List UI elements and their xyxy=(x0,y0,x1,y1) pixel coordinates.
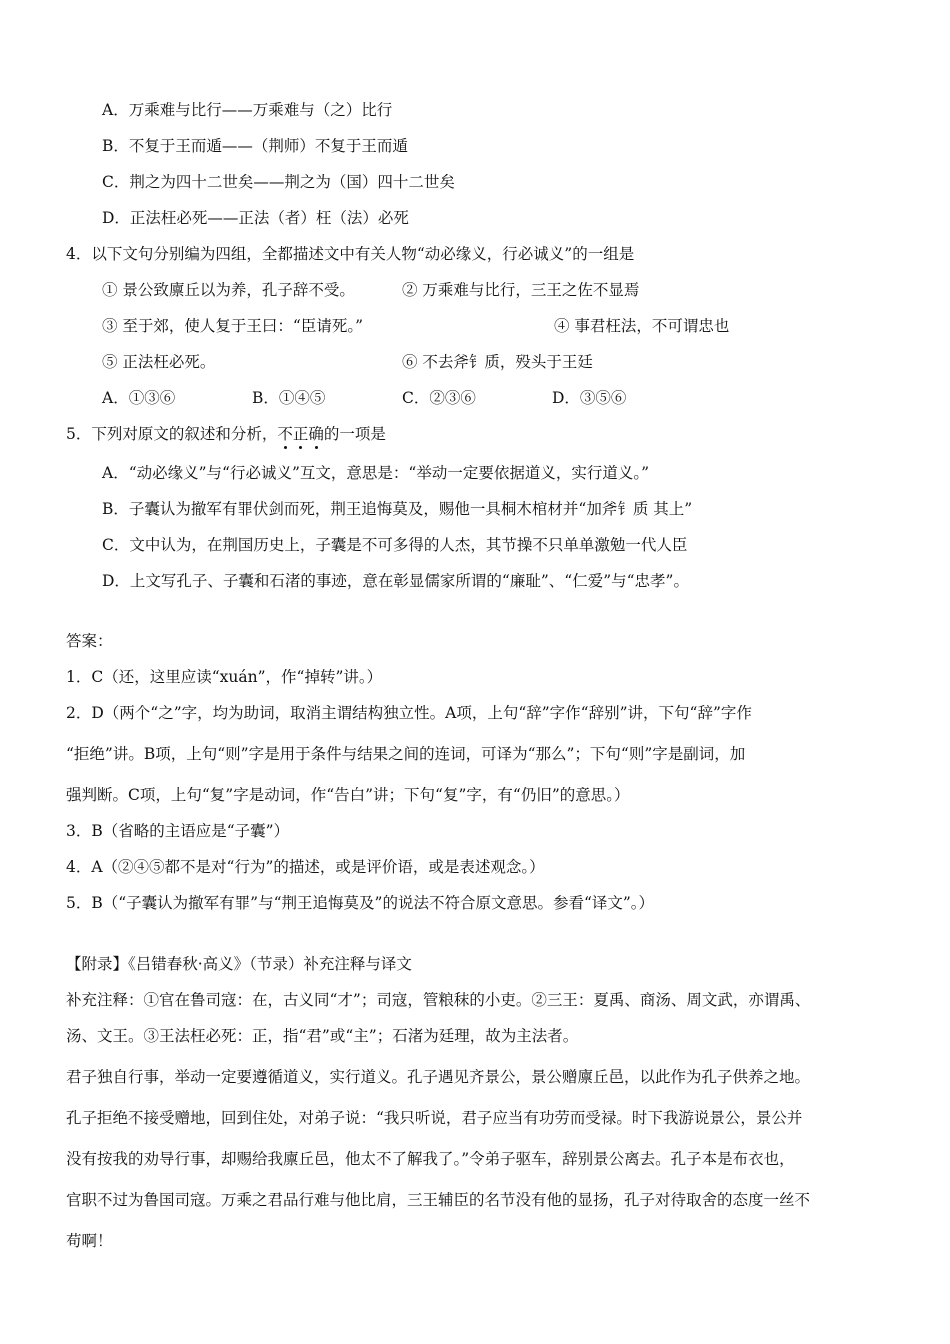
q4-options-row xyxy=(102,387,862,409)
appendix-line-1: 补充注释：①官在鲁司寇：在，古义同“才”；司寇，管粮秣的小吏。②三王：夏禹、商汤、周文武，亦谓禹、 xyxy=(66,991,811,1009)
q5-stem xyxy=(66,423,386,445)
q5-stem-post: 的一项是 xyxy=(323,425,386,443)
q5-emphasis-char-3: 确 xyxy=(308,425,324,443)
q4-items-row-1 xyxy=(102,279,862,301)
q3-option-d: D．正法枉必死——正法（者）枉（法）必死 xyxy=(102,209,409,227)
answer-line-3: “拒绝”讲。B项，上句“则”字是用于条件与结果之间的连词，可译为“那么”；下句“则”字是副词，加 xyxy=(66,745,746,763)
q4-item-2: ② 万乘难与比行，三王之佐不显焉 xyxy=(402,281,640,299)
q5-option-c: C．文中认为，在荆国历史上，子囊是不可多得的人杰，其节操不只单单激勉一代人臣 xyxy=(102,536,688,554)
q3-option-a: A．万乘难与比行——万乘难与（之）比行 xyxy=(102,101,393,119)
answer-line-2: 2．D（两个“之”字，均为助词，取消主谓结构独立性。A项，上句“辞”字作“辞别”讲，下句“辞”字作 xyxy=(66,704,752,722)
q4-stem: 4．以下文句分别编为四组，全都描述文中有关人物“动必缘义，行必诚义”的一组是 xyxy=(66,245,635,263)
q4-item-1: ① 景公致廪丘以为养，孔子辞不受。 xyxy=(102,281,355,299)
q3-option-b: B．不复于王而遁——（荆师）不复于王而遁 xyxy=(102,137,408,155)
answers-heading: 答案： xyxy=(66,632,113,650)
q4-option-d: D．③⑤⑥ xyxy=(552,389,627,407)
q5-emphasis-char-1: 不 xyxy=(277,425,293,443)
q5-option-b: B．子囊认为撤军有罪伏剑而死，荆王追悔莫及，赐他一具桐木棺材并“加斧钅质 其上” xyxy=(102,500,693,518)
appendix-title: 【附录】《吕错春秋·高义》（节录）补充注释与译文 xyxy=(66,955,412,973)
answer-line-4: 强判断。C项，上句“复”字是动词，作“告白”讲；下句“复”字，有“仍旧”的意思。） xyxy=(66,786,630,804)
q5-emphasis-char-2: 正 xyxy=(292,425,309,443)
answer-line-6: 4．A（②④⑤都不是对“行为”的描述，或是评价语，或是表述观念。） xyxy=(66,858,545,876)
q4-item-5: ⑤ 正法枉必死。 xyxy=(102,353,216,371)
appendix-line-5: 没有按我的劝导行事，却赐给我廪丘邑，他太不了解我了。”令弟子驱车，辞别景公离去。孔子本是布衣也， xyxy=(66,1150,795,1168)
q4-items-row-3 xyxy=(102,351,862,373)
answer-line-1: 1．C（还，这里应读“xuán”，作“掉转”讲。） xyxy=(66,668,383,686)
q4-items-row-2 xyxy=(102,315,862,337)
q4-item-6: ⑥ 不去斧钅质，殁头于王廷 xyxy=(402,353,593,371)
q5-stem-pre: 5．下列对原文的叙述和分析， xyxy=(66,425,278,443)
q4-option-a: A．①③⑥ xyxy=(102,389,176,407)
appendix-line-4: 孔子拒绝不接受赠地，回到住处，对弟子说：“我只听说，君子应当有功劳而受禄。时下我游说景公，景公并 xyxy=(66,1109,803,1127)
answer-line-5: 3．B（省略的主语应是“子囊”） xyxy=(66,822,290,840)
answer-line-7: 5．B（“子囊认为撤军有罪”与“荆王追悔莫及”的说法不符合原文意思。参看“译文”。） xyxy=(66,894,655,912)
q4-option-c: C．②③⑥ xyxy=(402,389,476,407)
q3-option-c: C．荆之为四十二世矣——荆之为（国）四十二世矣 xyxy=(102,173,455,191)
appendix-line-2: 汤、文王。③王法枉必死：正，指“君”或“主”；石渚为廷理，故为主法者。 xyxy=(66,1027,579,1045)
appendix-line-6: 官职不过为鲁国司寇。万乘之君品行难与他比肩，三王辅臣的名节没有他的显扬，孔子对待取舍的态度一丝不 xyxy=(66,1191,811,1209)
q4-item-4: ④ 事君枉法，不可谓忠也 xyxy=(554,317,730,335)
q4-item-3: ③ 至于郊，使人复于王曰：“臣请死。” xyxy=(102,317,364,335)
appendix-line-7: 苟啊！ xyxy=(66,1232,113,1250)
q5-option-a: A．“动必缘义”与“行必诚义”互文，意思是：“举动一定要依据道义，实行道义。” xyxy=(102,464,649,482)
appendix-line-3: 君子独自行事，举动一定要遵循道义，实行道义。孔子遇见齐景公，景公赠廪丘邑，以此作为孔子供养之地。 xyxy=(66,1068,811,1086)
q4-option-b: B．①④⑤ xyxy=(252,389,326,407)
q5-option-d: D．上文写孔子、子囊和石渚的事迹，意在彰显儒家所谓的“廉耻”、“仁爱”与“忠孝”。 xyxy=(102,572,689,590)
